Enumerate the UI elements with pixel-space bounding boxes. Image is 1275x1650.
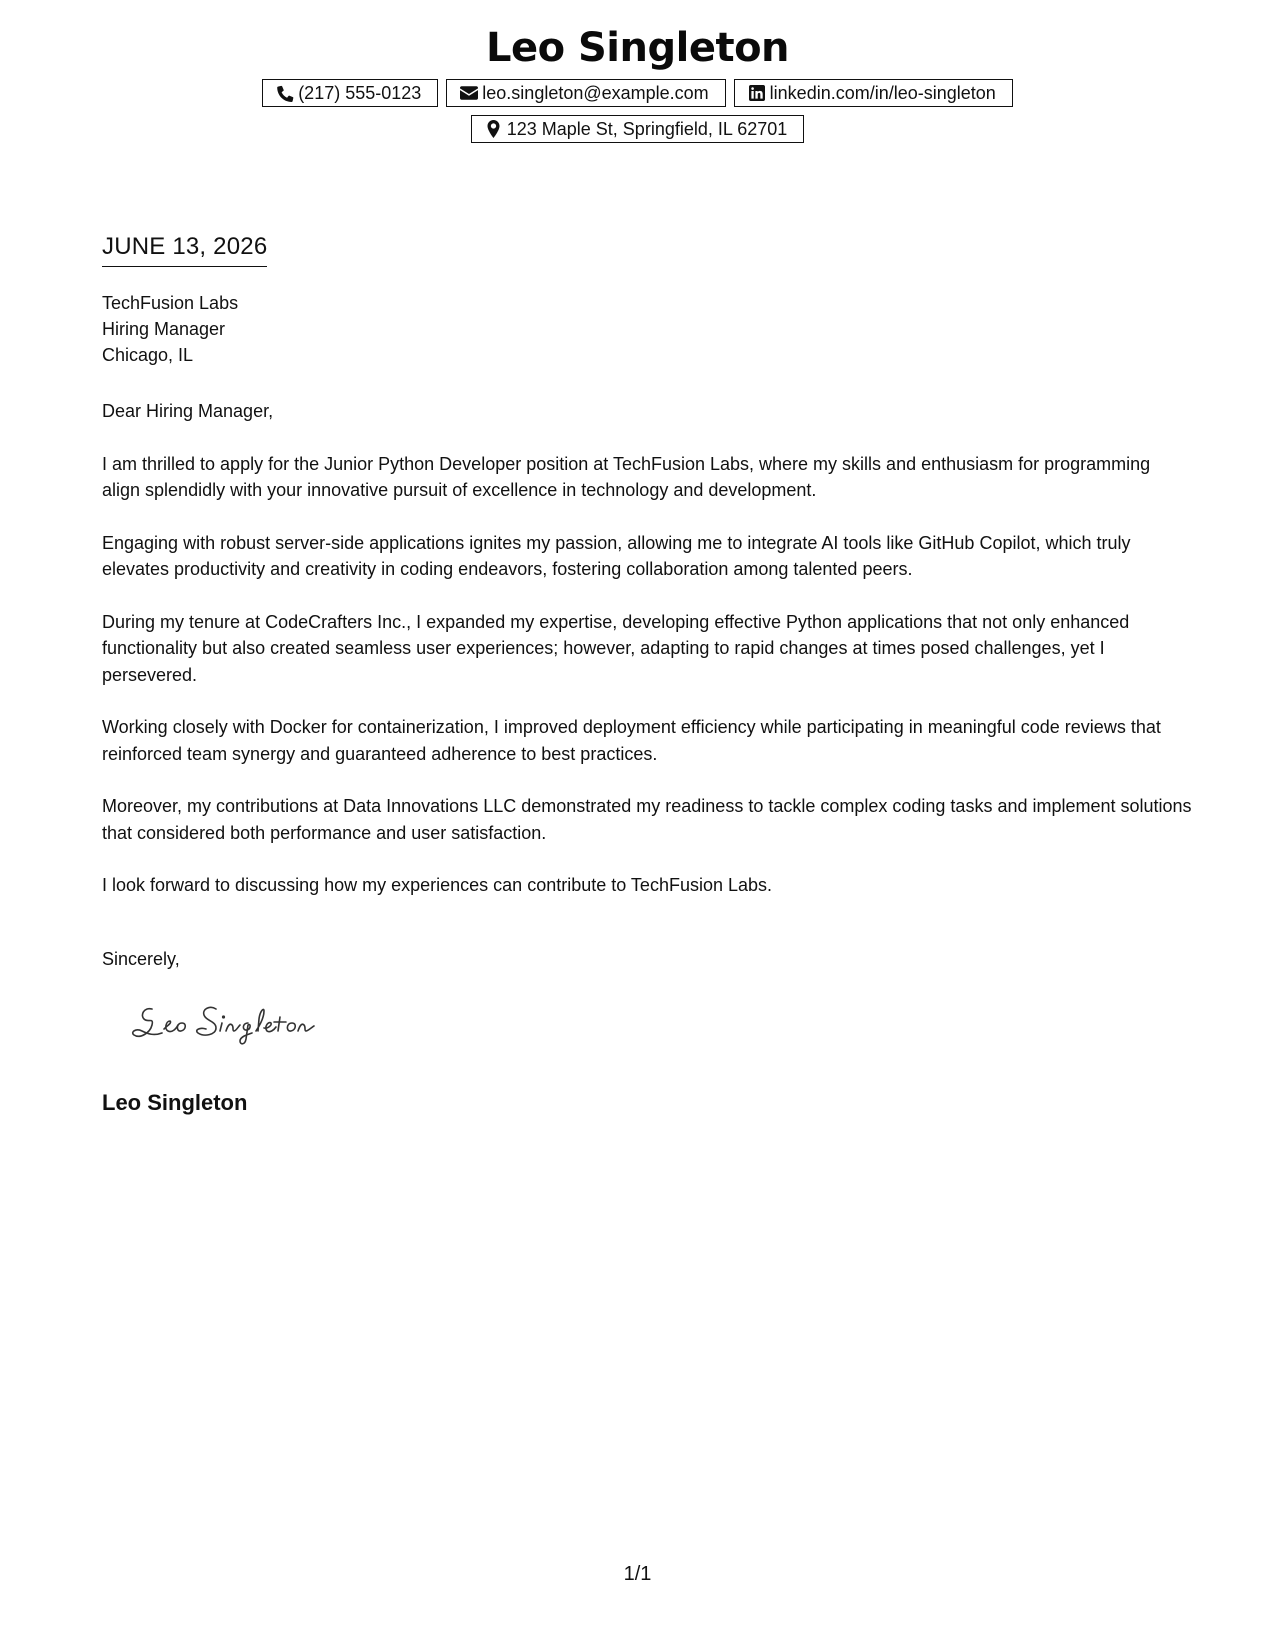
envelope-icon bbox=[460, 84, 478, 102]
page-number: 1/1 bbox=[623, 1563, 652, 1585]
applicant-name: Leo Singleton bbox=[485, 25, 790, 71]
recipient-location: Chicago, IL bbox=[102, 345, 194, 365]
handwritten-signature bbox=[130, 995, 340, 1051]
contact-linkedin-text: linkedin.com/in/leo-singleton bbox=[769, 83, 996, 103]
body-paragraph: Engaging with robust server-side applications ignites my passion, allowing me to integrate AI tools like GitHub Copilot, which truly elevates productivity and creativity in coding endeavors, fostering collaboration among talented peers. bbox=[102, 532, 1131, 579]
linkedin-icon bbox=[748, 84, 766, 102]
body-paragraph: Moreover, my contributions at Data Innovations LLC demonstrated my readiness to tackle complex coding tasks and implement solutions that considered both performance and user satisfaction. bbox=[102, 796, 1192, 843]
body-paragraph: I am thrilled to apply for the Junior Python Developer position at TechFusion Labs, where my skills and enthusiasm for programming align splendidly with your innovative pursuit of excellence in technology and development. bbox=[102, 453, 1151, 500]
contact-address bbox=[471, 115, 805, 143]
map-marker-icon bbox=[485, 120, 503, 138]
contact-phone-text: (217) 555-0123 bbox=[298, 83, 422, 103]
contact-address-text: 123 Maple St, Springfield, IL 62701 bbox=[506, 119, 788, 139]
letter-body bbox=[102, 398, 1192, 925]
body-paragraph: Working closely with Docker for containerization, I improved deployment efficiency while participating in meaningful code reviews that reinforced team synergy and guaranteed adherence to best practices. bbox=[102, 717, 1161, 764]
recipient-title: Hiring Manager bbox=[102, 319, 226, 339]
body-paragraph: During my tenure at CodeCrafters Inc., I expanded my expertise, developing effective Python applications that not only enhanced functionality but also created seamless user experiences; however, adapting to rapid changes at times posed challenges, yet I persevered. bbox=[102, 611, 1130, 685]
recipient-block bbox=[102, 290, 238, 368]
letter-date-block bbox=[102, 230, 267, 267]
body-paragraph: I look forward to discussing how my experiences can contribute to TechFusion Labs. bbox=[102, 875, 773, 895]
contact-row-primary bbox=[0, 79, 1275, 107]
contact-email-text: leo.singleton@example.com bbox=[482, 83, 709, 103]
phone-icon bbox=[276, 84, 294, 102]
letter-header bbox=[0, 22, 1275, 143]
contact-email bbox=[446, 79, 725, 107]
contact-linkedin bbox=[734, 79, 1013, 107]
recipient-company: TechFusion Labs bbox=[102, 293, 239, 313]
contact-row-secondary bbox=[0, 115, 1275, 143]
signer-name: Leo Singleton bbox=[102, 1090, 248, 1115]
contact-phone bbox=[262, 79, 438, 107]
closing: Sincerely, bbox=[102, 949, 180, 969]
letter-date: JUNE 13, 2026 bbox=[102, 230, 267, 267]
salutation: Dear Hiring Manager, bbox=[102, 401, 274, 421]
